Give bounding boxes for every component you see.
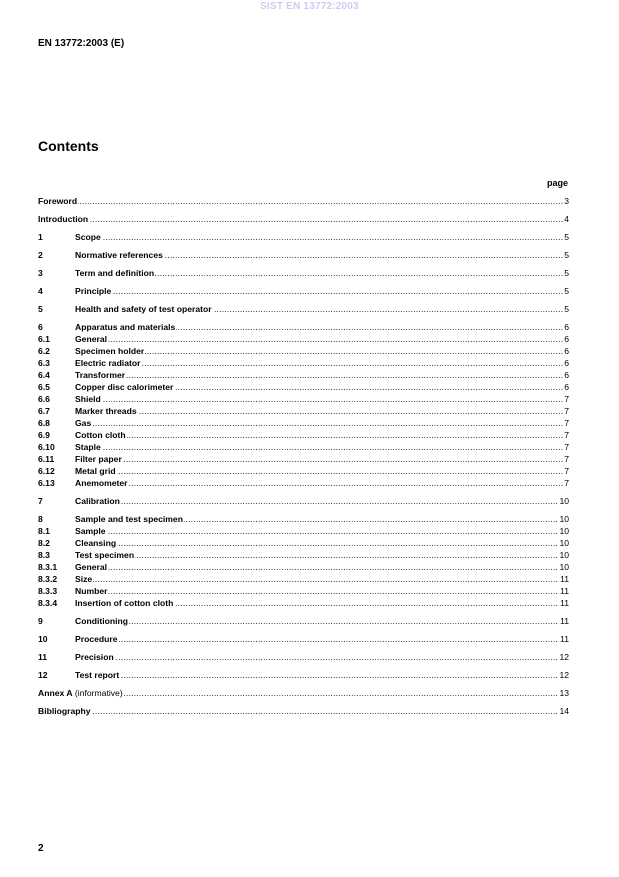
dot-leader (38, 561, 569, 573)
toc-entry-title (75, 369, 126, 381)
dot-leader (38, 465, 569, 477)
toc-entry-number: 7 (38, 495, 75, 507)
toc-entry-number: 8.3.3 (38, 585, 75, 597)
toc-entry-page: 6 (564, 358, 569, 368)
toc-entry-page: 4 (564, 214, 569, 224)
toc-entry[interactable] (38, 669, 569, 681)
page-number: 2 (38, 843, 44, 854)
toc-entry[interactable] (38, 705, 569, 717)
toc-entry-number: 6.7 (38, 405, 75, 417)
toc-entry-number: 6.10 (38, 441, 75, 453)
toc-entry-number: 11 (38, 651, 75, 663)
toc-entry-title-text: Cleansing (75, 538, 117, 548)
toc-entry-title-text: Conditioning (75, 616, 128, 626)
toc-entry-page: 3 (564, 196, 569, 206)
toc-entry-page: 7 (564, 394, 569, 404)
toc-entry-number: 8.3.2 (38, 573, 75, 585)
toc-entry-title (75, 597, 174, 609)
toc-entry-number: 10 (38, 633, 75, 645)
dot-leader (38, 573, 569, 585)
toc-entry[interactable] (38, 513, 569, 525)
toc-entry-title (75, 513, 184, 525)
toc-entry-page: 6 (564, 322, 569, 332)
toc-entry-number: 4 (38, 285, 75, 297)
toc-entry-number: 1 (38, 231, 75, 243)
toc-entry-page: 14 (559, 706, 569, 716)
toc-entry[interactable] (38, 405, 569, 417)
table-of-contents (38, 195, 569, 717)
toc-entry-title (75, 333, 108, 345)
toc-entry-title-text: Test report (75, 670, 120, 680)
page-column-label: page (546, 178, 568, 188)
toc-entry[interactable] (38, 597, 569, 609)
toc-entry-page: 12 (559, 652, 569, 662)
toc-entry[interactable] (38, 549, 569, 561)
dot-leader (38, 537, 569, 549)
toc-entry-page: 6 (564, 334, 569, 344)
toc-entry-page: 10 (559, 526, 569, 536)
toc-entry-number: 6.5 (38, 381, 75, 393)
toc-entry-page: 11 (560, 634, 569, 644)
toc-entry-title (75, 357, 141, 369)
dot-leader (38, 333, 569, 345)
dot-leader (38, 417, 569, 429)
toc-entry-page: 11 (560, 586, 569, 596)
toc-entry-number: 6.1 (38, 333, 75, 345)
dot-leader (38, 651, 569, 663)
toc-entry-title (75, 267, 155, 279)
toc-entry[interactable] (38, 687, 569, 699)
toc-entry-number: 2 (38, 249, 75, 261)
toc-entry-page: 10 (559, 562, 569, 572)
toc-entry-page: 7 (564, 466, 569, 476)
toc-entry-title-text: Filter paper (75, 454, 122, 464)
toc-entry-page: 5 (564, 304, 569, 314)
toc-entry[interactable] (38, 477, 569, 489)
toc-entry-title-text: Calibration (75, 496, 120, 506)
toc-entry-title (75, 303, 213, 315)
toc-entry-title-text: Apparatus and materials (75, 322, 176, 332)
document-id: EN 13772:2003 (E) (38, 38, 125, 49)
toc-entry-title-text: Normative references (75, 250, 163, 260)
toc-entry-page: 5 (564, 286, 569, 296)
toc-entry-title (75, 573, 93, 585)
toc-entry-title (75, 345, 145, 357)
toc-entry-title-text: Staple (75, 442, 101, 452)
toc-entry[interactable] (38, 213, 569, 225)
toc-entry[interactable] (38, 267, 569, 279)
toc-entry-title-text: Size (75, 574, 93, 584)
dot-leader (38, 393, 569, 405)
toc-entry-title-text: Transformer (75, 370, 126, 380)
toc-entry-page: 6 (564, 370, 569, 380)
toc-entry-title-text: Principle (75, 286, 112, 296)
toc-entry-title (75, 285, 112, 297)
toc-entry[interactable] (38, 357, 569, 369)
toc-entry[interactable] (38, 615, 569, 627)
toc-entry-title (75, 495, 121, 507)
toc-entry-title (75, 537, 117, 549)
toc-entry-page: 5 (564, 250, 569, 260)
toc-entry[interactable] (38, 381, 569, 393)
toc-entry-title (75, 651, 115, 663)
toc-entry-page: 11 (560, 574, 569, 584)
toc-entry[interactable] (38, 537, 569, 549)
toc-entry[interactable] (38, 651, 569, 663)
dot-leader (38, 231, 569, 243)
toc-entry[interactable] (38, 195, 569, 207)
toc-entry-title (75, 381, 174, 393)
toc-entry[interactable] (38, 525, 569, 537)
watermark: SIST EN 13772:2003 (260, 1, 359, 12)
toc-entry-page: 11 (560, 616, 569, 626)
toc-entry-page: 6 (564, 346, 569, 356)
toc-entry-number: 6.3 (38, 357, 75, 369)
dot-leader (38, 705, 569, 717)
toc-entry-title-text: General (75, 562, 108, 572)
toc-entry-number: 8 (38, 513, 75, 525)
dot-leader (38, 213, 569, 225)
toc-entry[interactable] (38, 585, 569, 597)
toc-entry-title (75, 393, 102, 405)
toc-entry-title (75, 453, 123, 465)
toc-entry[interactable] (38, 453, 569, 465)
toc-entry-page: 12 (559, 670, 569, 680)
toc-entry[interactable] (38, 231, 569, 243)
toc-entry[interactable] (38, 333, 569, 345)
toc-entry-page: 10 (559, 496, 569, 506)
toc-entry-title (75, 633, 119, 645)
toc-entry-title-text: Term and definition (75, 268, 155, 278)
toc-entry-title (75, 585, 108, 597)
toc-entry-title (38, 687, 124, 699)
toc-entry-number: 6.4 (38, 369, 75, 381)
toc-entry-title-text: Anemometer (75, 478, 128, 488)
toc-entry-title (75, 249, 164, 261)
toc-entry-title (75, 231, 102, 243)
dot-leader (38, 585, 569, 597)
toc-entry-page: 11 (560, 598, 569, 608)
toc-entry-title-text: Electric radiator (75, 358, 141, 368)
toc-entry-number: 8.3.4 (38, 597, 75, 609)
toc-entry-title-text: Health and safety of test operator (75, 304, 212, 314)
dot-leader (38, 285, 569, 297)
toc-entry[interactable] (38, 417, 569, 429)
toc-entry-title-text: Sample and test specimen (75, 514, 183, 524)
toc-entry-title-text: Procedure (75, 634, 118, 644)
toc-entry[interactable] (38, 345, 569, 357)
toc-entry-title (75, 561, 108, 573)
toc-entry-title (75, 417, 92, 429)
toc-entry-number: 6.13 (38, 477, 75, 489)
toc-entry-title-text: Cotton cloth (75, 430, 126, 440)
toc-entry-page: 10 (559, 538, 569, 548)
toc-entry-title (75, 525, 107, 537)
toc-entry-number: 6.12 (38, 465, 75, 477)
toc-entry-number: 6.2 (38, 345, 75, 357)
toc-entry[interactable] (38, 369, 569, 381)
toc-entry-page: 5 (564, 232, 569, 242)
toc-entry-page: 7 (564, 406, 569, 416)
toc-entry-title-text: Bibliography (38, 706, 91, 716)
toc-entry-page: 10 (559, 550, 569, 560)
toc-entry[interactable] (38, 249, 569, 261)
toc-entry-title-text: General (75, 334, 108, 344)
toc-entry-title-text: Sample (75, 526, 106, 536)
toc-entry-title (75, 405, 138, 417)
page-title: Contents (38, 138, 99, 154)
toc-entry-title (38, 705, 92, 717)
toc-entry-number: 8.3.1 (38, 561, 75, 573)
toc-entry-title (38, 195, 78, 207)
toc-entry-page: 7 (564, 430, 569, 440)
toc-entry-title (75, 477, 129, 489)
toc-entry-title-text: Test specimen (75, 550, 135, 560)
toc-entry-title (75, 549, 135, 561)
dot-leader (38, 195, 569, 207)
toc-entry-page: 7 (564, 478, 569, 488)
toc-entry[interactable] (38, 465, 569, 477)
toc-entry[interactable] (38, 321, 569, 333)
toc-entry-title-text: Marker threads (75, 406, 137, 416)
toc-entry-title-text: Introduction (38, 214, 89, 224)
toc-entry-title (75, 441, 102, 453)
toc-entry-number: 5 (38, 303, 75, 315)
toc-entry-page: 7 (564, 442, 569, 452)
toc-entry-page: 6 (564, 382, 569, 392)
toc-entry-number: 3 (38, 267, 75, 279)
toc-entry-title-text: Number (75, 586, 108, 596)
toc-entry-title-text: Metal grid (75, 466, 116, 476)
toc-entry-number: 6.8 (38, 417, 75, 429)
toc-entry[interactable] (38, 303, 569, 315)
toc-entry[interactable] (38, 393, 569, 405)
toc-entry-title-text: Foreword (38, 196, 78, 206)
toc-entry[interactable] (38, 429, 569, 441)
toc-entry[interactable] (38, 573, 569, 585)
toc-entry-title (75, 321, 176, 333)
dot-leader (38, 441, 569, 453)
toc-entry-title-text: Insertion of cotton cloth (75, 598, 174, 608)
toc-entry-page: 7 (564, 418, 569, 428)
toc-entry[interactable] (38, 633, 569, 645)
dot-leader (38, 525, 569, 537)
toc-entry-number: 6 (38, 321, 75, 333)
toc-entry-title (38, 213, 89, 225)
toc-entry-title-text: Annex A (38, 688, 73, 698)
toc-entry-title (75, 429, 127, 441)
toc-entry-title (75, 615, 129, 627)
toc-entry-page: 10 (559, 514, 569, 524)
toc-entry-number: 12 (38, 669, 75, 681)
toc-entry-number: 8.1 (38, 525, 75, 537)
toc-entry-title (75, 465, 117, 477)
toc-entry[interactable] (38, 561, 569, 573)
toc-entry-number: 6.9 (38, 429, 75, 441)
toc-entry-number: 6.6 (38, 393, 75, 405)
toc-entry[interactable] (38, 495, 569, 507)
toc-entry-title-text: Specimen holder (75, 346, 145, 356)
toc-entry-title-text: Shield (75, 394, 101, 404)
toc-entry-title (75, 669, 120, 681)
toc-entry-number: 9 (38, 615, 75, 627)
toc-entry-page: 13 (559, 688, 569, 698)
toc-entry-number: 8.2 (38, 537, 75, 549)
toc-entry-number: 6.11 (38, 453, 75, 465)
toc-entry-page: 7 (564, 454, 569, 464)
toc-entry-page: 5 (564, 268, 569, 278)
toc-entry-note: (informative) (72, 688, 123, 698)
toc-entry-title-text: Scope (75, 232, 101, 242)
toc-entry-number: 8.3 (38, 549, 75, 561)
toc-entry-title-text: Copper disc calorimeter (75, 382, 174, 392)
toc-entry-title-text: Precision (75, 652, 114, 662)
toc-entry-title-text: Gas (75, 418, 92, 428)
toc-entry[interactable] (38, 285, 569, 297)
toc-entry[interactable] (38, 441, 569, 453)
